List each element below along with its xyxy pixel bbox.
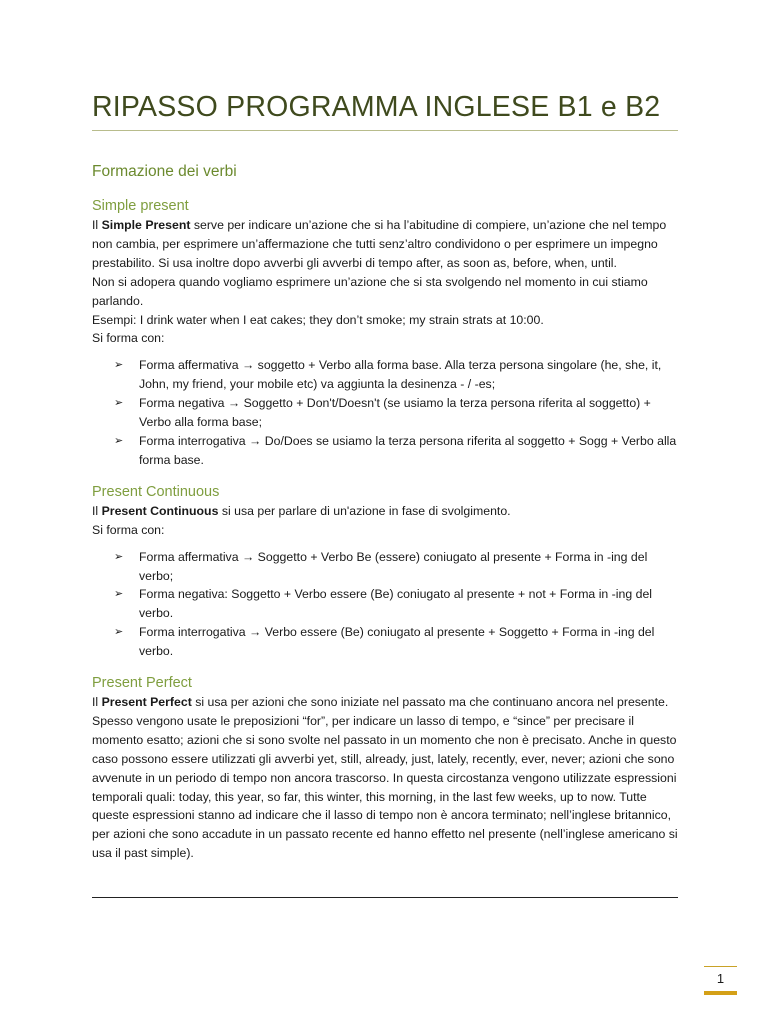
arrow-bullet-icon: ➢ <box>114 626 124 639</box>
present-continuous-paragraph <box>92 502 678 521</box>
arrow-bullet-icon: ➢ <box>114 550 124 563</box>
simple-present-paragraph-2: Non si adopera quando vogliamo esprimere un’azione che si sta svolgendo nel momento in cui stiamo parlando. <box>92 274 648 308</box>
simple-present-formation: Si forma con: <box>92 331 165 346</box>
list-item-text: Forma interrogativa → Verbo essere (Be) coniugato al presente + Soggetto + Forma in -ing del verbo. <box>139 625 655 659</box>
list-item-text: Forma affermativa → soggetto + Verbo alla forma base. Alla terza persona singolare (he, she, it, John, my friend, your mobile etc) va aggiunta la desinenza - / -es; <box>139 358 662 392</box>
page-number-box <box>704 966 737 993</box>
list-item <box>92 548 678 586</box>
arrow-bullet-icon: ➢ <box>114 588 124 601</box>
present-perfect-paragraph <box>92 693 678 863</box>
simple-present-examples: Esempi: I drink water when I eat cakes; they don’t smoke; my strain strats at 10:00. <box>92 312 544 327</box>
section-heading: Formazione dei verbi <box>92 163 237 180</box>
simple-present-bullet-list <box>92 356 678 469</box>
list-item <box>92 432 678 470</box>
text-segment: Il <box>92 695 102 710</box>
list-item-text: Forma affermativa → Soggetto + Verbo Be (essere) coniugato al presente + Forma in -ing del verbo; <box>139 549 648 583</box>
list-item <box>92 394 678 432</box>
list-item <box>92 623 678 661</box>
present-continuous-heading: Present Continuous <box>92 483 220 500</box>
simple-present-paragraph <box>92 216 678 273</box>
list-item <box>92 356 678 394</box>
present-perfect-heading: Present Perfect <box>92 675 192 692</box>
page-number-bar <box>704 991 737 995</box>
bold-term: Simple Present <box>101 218 191 232</box>
document-page <box>92 88 678 863</box>
simple-present-heading: Simple present <box>92 198 189 214</box>
text-segment: Il <box>92 503 102 518</box>
document-title: RIPASSO PROGRAMMA INGLESE B1 e B2 <box>92 88 678 131</box>
list-item <box>92 585 678 623</box>
text-segment: si usa per azioni che sono iniziate nel passato ma che continuano ancora nel presente. Spesso vengono usate le preposizioni “for”, per indicare un lasso di tempo, e “since” per precisare il momento esatto; azioni che si sono svolte nel passato in un momento che non è precisato. Anche in questo caso possono essere utilizzati gli avverbi yet, still, already, just, lately, recently, ever, never; azioni che sono avvenute in un periodo di tempo non ancora trascorso. In questa circostanza vengono utilizzate espressioni temporali quali: today, this year, so far, this winter, this morning, in the last few weeks, up to now. Tutte queste espressioni stanno ad indicare che il lasso di tempo non è ancora terminato; nell’inglese britannico, per azioni che sono accadute in un passato recente ed hanno effetto nel presente (nell’inglese americano si usa il past simple). <box>92 695 678 861</box>
text-segment: serve per indicare un’azione che si ha l’abitudine di compiere, un’azione che nel tempo non cambia, per esprimere un’affermazione che tutti senz’altro condividono o per esprimere un impegno prestabilito. Si usa inoltre dopo avverbi gli avverbi di tempo after, as soon as, before, when, until. <box>92 218 667 270</box>
arrow-bullet-icon: ➢ <box>114 359 124 372</box>
page-number: 1 <box>716 971 725 986</box>
arrow-bullet-icon: ➢ <box>114 397 124 410</box>
bottom-divider <box>92 897 678 898</box>
list-item-text: Forma interrogativa → Do/Does se usiamo la terza persona riferita al soggetto + Sogg + Verbo alla forma base. <box>139 433 677 467</box>
list-item-text: Forma negativa: Soggetto + Verbo essere (Be) coniugato al presente + not + Forma in -ing del verbo. <box>139 587 653 621</box>
list-item-text: Forma negativa → Soggetto + Don't/Doesn't (se usiamo la terza persona riferita al soggetto) + Verbo alla forma base; <box>139 396 651 430</box>
bold-term: Present Continuous <box>101 503 219 518</box>
text-segment: si usa per parlare di un'azione in fase di svolgimento. <box>218 503 511 518</box>
text-segment: Il <box>92 218 102 232</box>
arrow-bullet-icon: ➢ <box>114 434 124 447</box>
bold-term: Present Perfect <box>101 695 192 710</box>
present-continuous-bullet-list <box>92 548 678 661</box>
present-continuous-formation: Si forma con: <box>92 522 165 537</box>
